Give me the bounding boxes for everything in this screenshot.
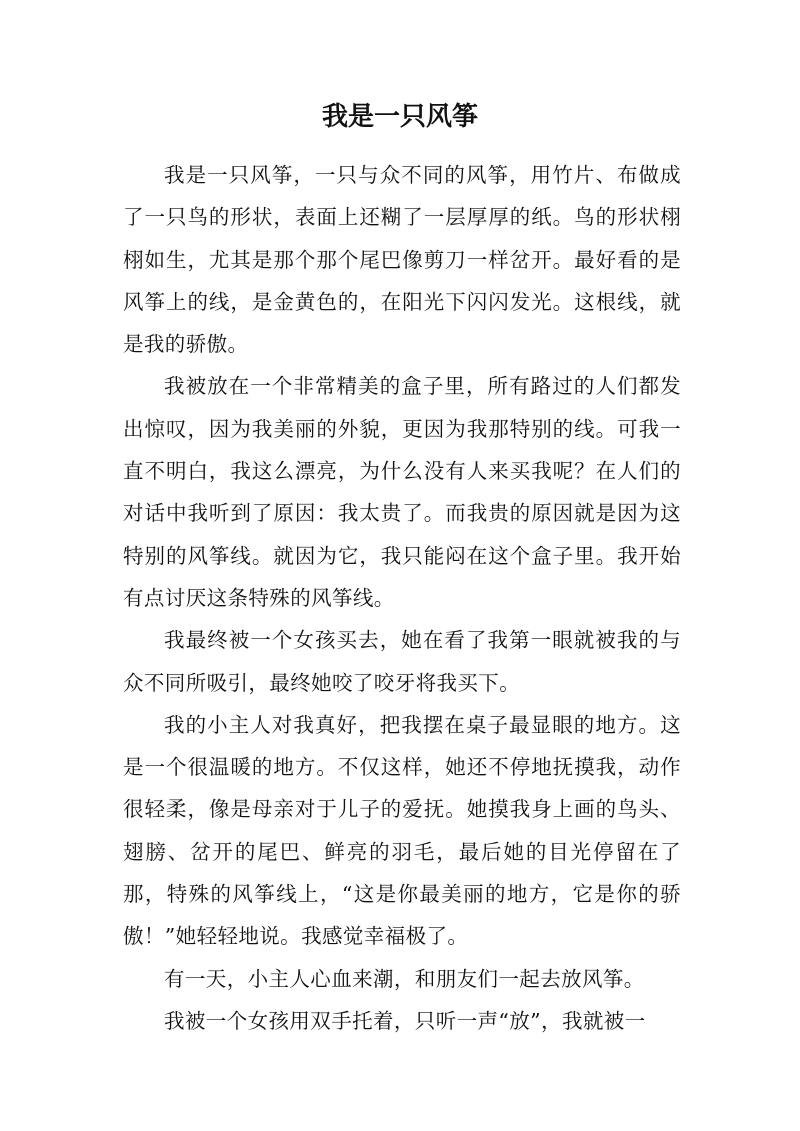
paragraph: 我最终被一个女孩买去，她在看了我第一眼就被我的与众不同所吸引，最终她咬了咬牙将我买下。 <box>123 628 681 695</box>
document-body <box>123 154 681 1042</box>
paragraph: 我被一个女孩用双手托着，只听一声“放”，我就被一 <box>164 1008 646 1033</box>
paragraph: 有一天，小主人心血来潮，和朋友们一起去放风筝。 <box>164 966 645 991</box>
paragraph: 我被放在一个非常精美的盒子里，所有路过的人们都发出惊叹，因为我美丽的外貌，更因为我那特别的线。可我一直不明白，我这么漂亮，为什么没有人来买我呢？在人们的对话中我听到了原因：我太贵了。而我贵的原因就是因为这特别的风筝线。就因为它，我只能闷在这个盒子里。我开始有点讨厌这条特殊的风筝线。 <box>123 374 681 610</box>
paragraph: 我的小主人对我真好，把我摆在桌子最显眼的地方。这是一个很温暖的地方。不仅这样，她还不停地抚摸我，动作很轻柔，像是母亲对于儿子的爱抚。她摸我身上画的鸟头、翅膀、岔开的尾巴、鲜亮的羽毛，最后她的目光停留在了那，特殊的风筝线上，“这是你最美丽的地方，它是你的骄傲！”她轻轻地说。我感觉幸福极了。 <box>123 712 681 949</box>
paragraph: 我是一只风筝，一只与众不同的风筝，用竹片、布做成了一只鸟的形状，表面上还糊了一层厚厚的纸。鸟的形状栩栩如生，尤其是那个那个尾巴像剪刀一样岔开。最好看的是风筝上的线，是金黄色的，在阳光下闪闪发光。这根线，就是我的骄傲。 <box>123 163 681 357</box>
document-title: 我是一只风筝 <box>321 102 478 132</box>
